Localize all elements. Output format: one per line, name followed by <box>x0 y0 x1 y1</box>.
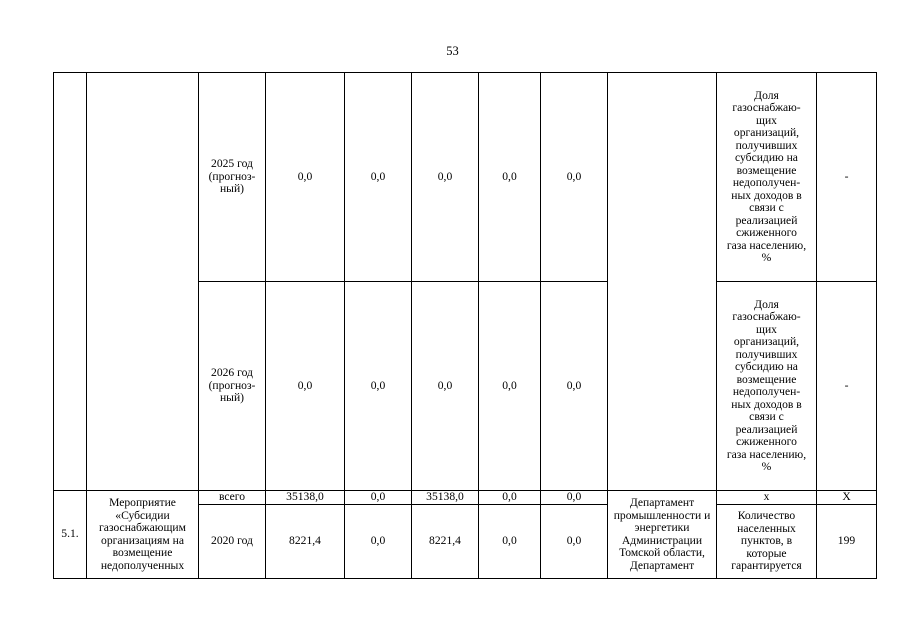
target-value-cell: - <box>817 282 877 491</box>
table-row-2025 <box>54 73 877 282</box>
value-cell: 0,0 <box>541 505 608 579</box>
number-cell-empty <box>54 73 87 491</box>
value-cell: 0,0 <box>266 73 345 282</box>
value-cell: 35138,0 <box>266 491 345 505</box>
year-cell: 2020 год <box>199 505 266 579</box>
measure-title: Мероприятие «Субсидии газоснабжающим организациям на возмещение недополученных <box>87 491 199 579</box>
value-cell: 0,0 <box>479 505 541 579</box>
target-value-cell: - <box>817 73 877 282</box>
value-cell: 35138,0 <box>412 491 479 505</box>
measure-name-cell-empty <box>87 73 199 491</box>
value-cell: 0,0 <box>541 491 608 505</box>
value-cell: 0,0 <box>266 282 345 491</box>
value-cell: 8221,4 <box>412 505 479 579</box>
executor-cell-empty <box>608 73 717 491</box>
indicator-cell: Количество населенных пунктов, в которые гарантируется <box>717 505 817 579</box>
indicator-cell: Доля газоснабжаю- щих организаций, получивших субсидию на возмещение недополучен- ных доходов в связи с реализацией сжиженного газа населению, % <box>717 282 817 491</box>
value-cell: 0,0 <box>345 505 412 579</box>
value-cell: 0,0 <box>345 282 412 491</box>
total-label: всего <box>199 491 266 505</box>
indicator-mark: x <box>717 491 817 505</box>
value-cell: 0,0 <box>412 73 479 282</box>
page-number: 53 <box>446 44 459 58</box>
year-cell: 2025 год (прогноз- ный) <box>199 73 266 282</box>
value-cell: 0,0 <box>412 282 479 491</box>
value-cell: 0,0 <box>479 73 541 282</box>
measure-number: 5.1. <box>54 491 87 579</box>
value-cell: 0,0 <box>479 282 541 491</box>
program-table <box>53 72 877 579</box>
value-cell: 8221,4 <box>266 505 345 579</box>
target-value-cell: 199 <box>817 505 877 579</box>
target-mark: X <box>817 491 877 505</box>
value-cell: 0,0 <box>479 491 541 505</box>
value-cell: 0,0 <box>345 491 412 505</box>
value-cell: 0,0 <box>345 73 412 282</box>
indicator-cell: Доля газоснабжаю- щих организаций, получивших субсидию на возмещение недополучен- ных доходов в связи с реализацией сжиженного газа населению, % <box>717 73 817 282</box>
value-cell: 0,0 <box>541 73 608 282</box>
executor-cell: Департамент промышленности и энергетики Администрации Томской области, Департамент <box>608 491 717 579</box>
table-row-total <box>54 491 877 505</box>
value-cell: 0,0 <box>541 282 608 491</box>
year-cell: 2026 год (прогноз- ный) <box>199 282 266 491</box>
